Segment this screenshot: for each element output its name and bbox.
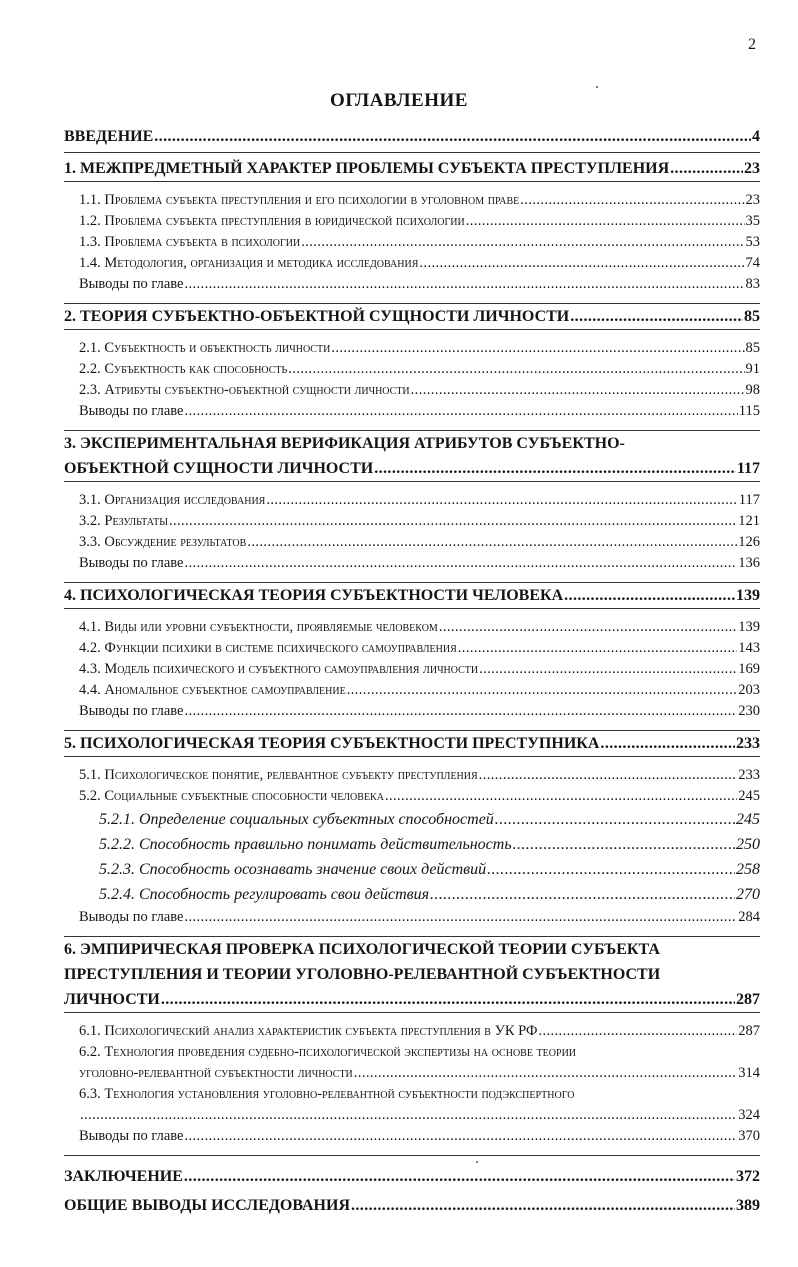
- toc-chapter-summary[interactable]: Выводы по главе ..... 370: [79, 1126, 760, 1147]
- toc-section[interactable]: 6.1. Психологический анализ характеристик субъекта преступления в УК РФ ..... 287: [79, 1021, 760, 1042]
- toc-entry-title-line: 3. ЭКСПЕРИМЕНТАЛЬНАЯ ВЕРИФИКАЦИЯ АТРИБУТОВ СУБЪЕКТНО-: [64, 435, 625, 452]
- toc-subsection[interactable]: 5.2.2. Способность правильно понимать действительность ..... 250: [79, 832, 760, 857]
- toc-chapter-4: [64, 582, 760, 730]
- toc-page-number: 23: [744, 160, 760, 177]
- dot-leader: [351, 1193, 735, 1218]
- toc-chapter-2: [64, 303, 760, 430]
- toc-section[interactable]: 2.1. Субъектность и объектность личности ..... 85: [79, 338, 760, 359]
- scan-speck: [476, 1161, 478, 1163]
- dot-leader: [374, 456, 736, 481]
- toc-introduction[interactable]: [64, 124, 760, 153]
- dot-leader: [347, 680, 738, 701]
- dot-leader: [247, 532, 737, 553]
- dot-leader: [184, 1126, 737, 1147]
- toc-section[interactable]: 1.3. Проблема субъекта в психологии ..... 53: [79, 232, 760, 253]
- toc-chapter-summary[interactable]: Выводы по главе ..... 136: [79, 553, 760, 574]
- toc-section[interactable]: 3.2. Результаты ..... 121: [79, 511, 760, 532]
- toc-entry-title: 2. ТЕОРИЯ СУБЪЕКТНО-ОБЪЕКТНОЙ СУЩНОСТИ ЛИЧНОСТИ: [64, 308, 570, 325]
- toc-section[interactable]: 3.3. Обсуждение результатов ..... 126: [79, 532, 760, 553]
- toc-page-number: 4: [752, 128, 760, 145]
- dot-leader: [184, 274, 744, 295]
- toc-entry-title: ОБЪЕКТНОЙ СУЩНОСТИ ЛИЧНОСТИ: [64, 460, 374, 477]
- toc-section[interactable]: 1.1. Проблема субъекта преступления и его психологии в уголовном праве ..... 23: [79, 190, 760, 211]
- dot-leader: [564, 583, 735, 608]
- toc-section[interactable]: 4.3. Модель психического и субъектного самоуправления личности ..... 169: [79, 659, 760, 680]
- dot-leader: [288, 359, 744, 380]
- dot-leader: [184, 401, 737, 422]
- chapter-heading[interactable]: [64, 304, 760, 329]
- dot-leader: [466, 211, 745, 232]
- toc-subsection[interactable]: 5.2.3. Способность осознавать значение своих действий ..... 258: [79, 857, 760, 882]
- toc-section[interactable]: 6.2. Технология проведения судебно-психологической экспертизы на основе теории уголовно-релевантной субъектности личности ..... 314: [79, 1042, 760, 1084]
- toc-page-number: 287: [736, 991, 760, 1008]
- toc-entry-title: 4. ПСИХОЛОГИЧЕСКАЯ ТЕОРИЯ СУБЪЕКТНОСТИ ЧЕЛОВЕКА: [64, 587, 564, 604]
- toc-general-conclusions[interactable]: ОБЩИЕ ВЫВОДЫ ИССЛЕДОВАНИЯ ..... 389: [64, 1193, 760, 1218]
- dot-leader: [184, 701, 737, 722]
- chapter-heading[interactable]: [64, 937, 760, 1012]
- toc-section[interactable]: 2.2. Субъектность как способность ..... 91: [79, 359, 760, 380]
- toc-subsection[interactable]: 5.2.1. Определение социальных субъектных способностей ..... 245: [79, 807, 760, 832]
- dot-leader: [184, 553, 737, 574]
- dot-leader: [520, 190, 744, 211]
- toc-page-number: 85: [744, 308, 760, 325]
- toc-section[interactable]: 3.1. Организация исследования ..... 117: [79, 490, 760, 511]
- toc-entry-title: ЛИЧНОСТИ: [64, 991, 160, 1008]
- toc-section[interactable]: 5.2. Социальные субъектные способности человека ..... 245: [79, 786, 760, 807]
- toc-chapter-1: [64, 153, 760, 303]
- toc-chapter-summary[interactable]: Выводы по главе ..... 83: [79, 274, 760, 295]
- toc-closing-entries: [64, 1155, 760, 1218]
- dot-leader: [266, 490, 737, 511]
- toc-entry-title-line: 6. ЭМПИРИЧЕСКАЯ ПРОВЕРКА ПСИХОЛОГИЧЕСКОЙ ТЕОРИИ СУБЪЕКТА: [64, 941, 660, 958]
- dot-leader: [161, 987, 735, 1012]
- dot-leader: [385, 786, 737, 807]
- toc-chapter-summary[interactable]: Выводы по главе ..... 115: [79, 401, 760, 422]
- dot-leader: [184, 1164, 735, 1189]
- dot-leader: [495, 807, 735, 832]
- dot-leader: [600, 731, 735, 756]
- dot-leader: [301, 232, 744, 253]
- dot-leader: [184, 907, 737, 928]
- toc-section[interactable]: 1.2. Проблема субъекта преступления в юридической психологии ..... 35: [79, 211, 760, 232]
- chapter-heading[interactable]: [64, 431, 760, 481]
- chapter-heading[interactable]: [64, 731, 760, 756]
- page-title: ОГЛАВЛЕНИЕ: [330, 90, 468, 111]
- toc-section[interactable]: 4.1. Виды или уровни субъектности, проявляемые человеком ..... 139: [79, 617, 760, 638]
- toc-entry-title: 5. ПСИХОЛОГИЧЕСКАЯ ТЕОРИЯ СУБЪЕКТНОСТИ ПРЕСТУПНИКА: [64, 735, 600, 752]
- toc-page-number: 117: [736, 460, 760, 477]
- chapter-heading[interactable]: [64, 583, 760, 608]
- toc-section[interactable]: 6.3. Технология установления уголовно-релевантной субъектности подэкспертного ..... 324: [79, 1084, 760, 1126]
- toc-entry-title-line: ПРЕСТУПЛЕНИЯ И ТЕОРИИ УГОЛОВНО-РЕЛЕВАНТНОЙ СУБЪЕКТНОСТИ: [64, 966, 661, 983]
- dot-leader: [331, 338, 744, 359]
- toc-page-number: 233: [736, 735, 760, 752]
- chapter-heading[interactable]: [64, 153, 760, 181]
- dot-leader: [154, 124, 751, 149]
- dot-leader: [169, 511, 737, 532]
- dot-leader: [80, 1105, 737, 1126]
- scan-speck: [596, 86, 598, 88]
- toc-chapter-3: [64, 430, 760, 582]
- dot-leader: [430, 882, 735, 907]
- dot-leader: [419, 253, 744, 274]
- toc-section[interactable]: 4.2. Функции психики в системе психического самоуправления ..... 143: [79, 638, 760, 659]
- toc-entry-title: ВВЕДЕНИЕ: [64, 128, 154, 145]
- toc-page-number: 139: [736, 587, 760, 604]
- toc-chapter-6: [64, 936, 760, 1155]
- toc-entry-title: 1. МЕЖПРЕДМЕТНЫЙ ХАРАКТЕР ПРОБЛЕМЫ СУБЪЕКТА ПРЕСТУПЛЕНИЯ: [64, 160, 670, 177]
- dot-leader: [479, 765, 738, 786]
- dot-leader: [570, 304, 743, 329]
- toc-section[interactable]: 4.4. Аномальное субъектное самоуправление ..... 203: [79, 680, 760, 701]
- toc-section[interactable]: 5.1. Психологическое понятие, релевантное субъекту преступления ..... 233: [79, 765, 760, 786]
- dot-leader: [513, 832, 735, 857]
- page-number: 2: [748, 36, 756, 53]
- toc-section[interactable]: 1.4. Методология, организация и методика исследования ..... 74: [79, 253, 760, 274]
- dot-leader: [458, 638, 737, 659]
- toc-chapter-summary[interactable]: Выводы по главе ..... 284: [79, 907, 760, 928]
- dot-leader: [670, 156, 743, 181]
- toc-section[interactable]: 2.3. Атрибуты субъектно-объектной сущности личности ..... 98: [79, 380, 760, 401]
- dot-leader: [411, 380, 745, 401]
- dot-leader: [479, 659, 737, 680]
- table-of-contents: [64, 124, 760, 1222]
- dot-leader: [354, 1063, 737, 1084]
- dot-leader: [538, 1021, 737, 1042]
- dot-leader: [487, 857, 735, 882]
- dot-leader: [439, 617, 737, 638]
- toc-conclusion[interactable]: ЗАКЛЮЧЕНИЕ ..... 372: [64, 1164, 760, 1189]
- toc-chapter-summary[interactable]: Выводы по главе ..... 230: [79, 701, 760, 722]
- toc-chapter-5: [64, 730, 760, 936]
- toc-subsection[interactable]: 5.2.4. Способность регулировать свои действия ..... 270: [79, 882, 760, 907]
